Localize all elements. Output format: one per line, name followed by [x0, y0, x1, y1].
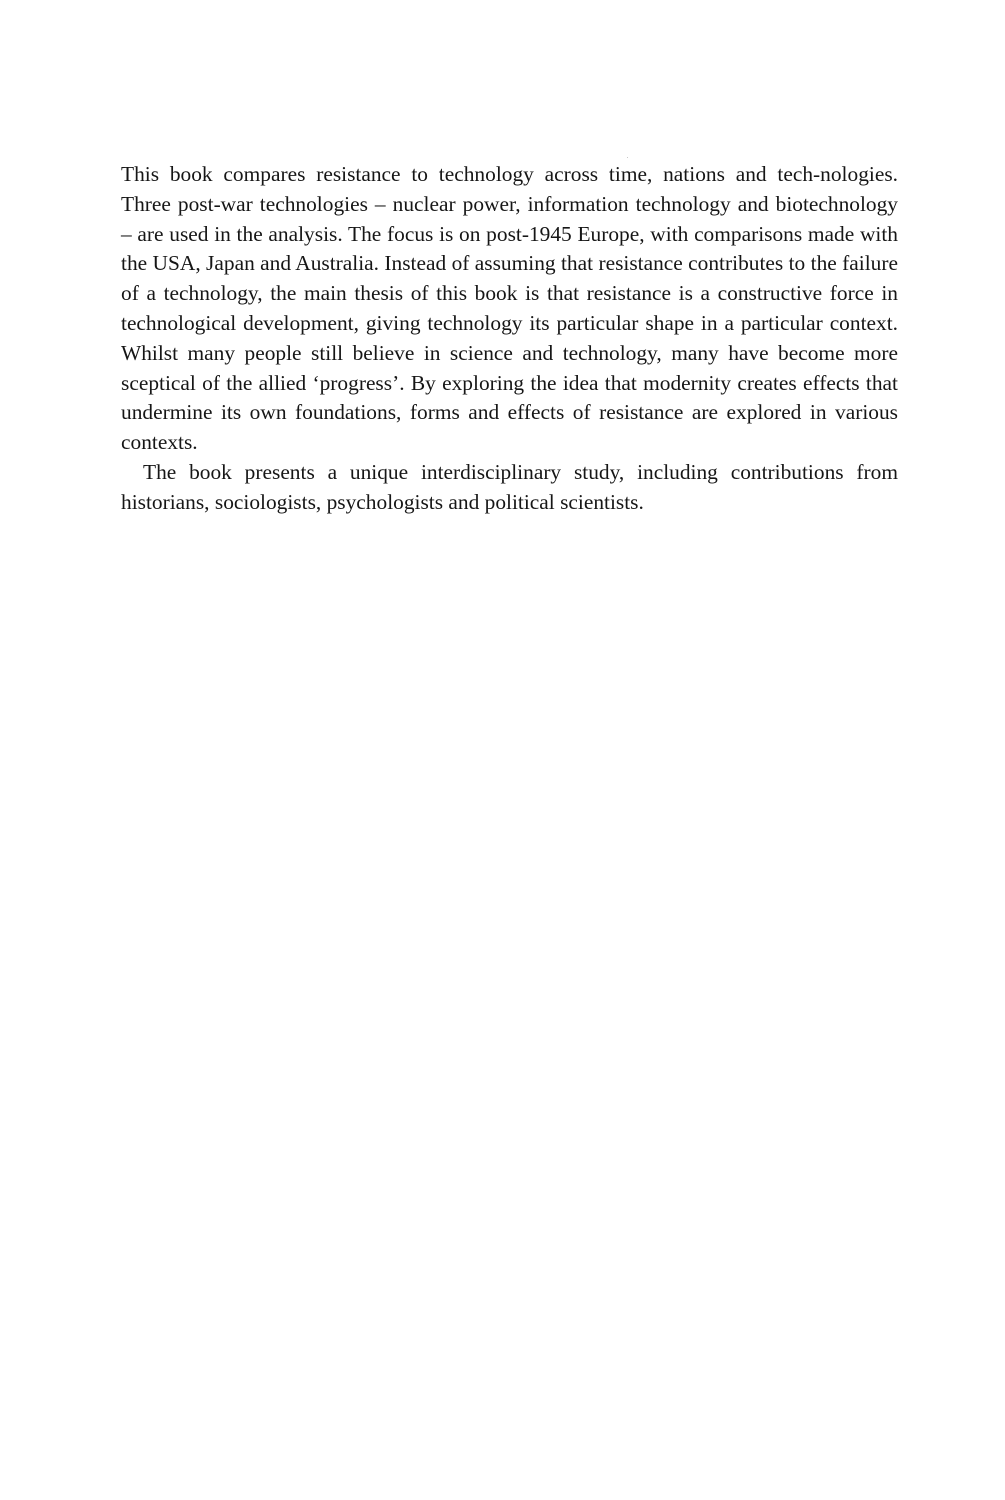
book-description	[121, 160, 898, 518]
description-paragraph-1: This book compares resistance to technology across time, nations and tech-nologies. Three post-war technologies – nuclear power, information technology and biotechnology – are used in the analysis. The focus is on post-1945 Europe, with comparisons made with the USA, Japan and Australia. Instead of assuming that resistance contributes to the failure of a technology, the main thesis of this book is that resistance is a constructive force in technological development, giving technology its particular shape in a particular context. Whilst many people still believe in science and technology, many have become more sceptical of the allied ‘progress’. By exploring the idea that modernity creates effects that undermine its own foundations, forms and effects of resistance are explored in various contexts.	[121, 162, 898, 455]
scan-speck	[627, 157, 628, 158]
description-paragraph-2: The book presents a unique interdisciplinary study, including contributions from historians, sociologists, psychologists and political scientists.	[121, 459, 898, 514]
